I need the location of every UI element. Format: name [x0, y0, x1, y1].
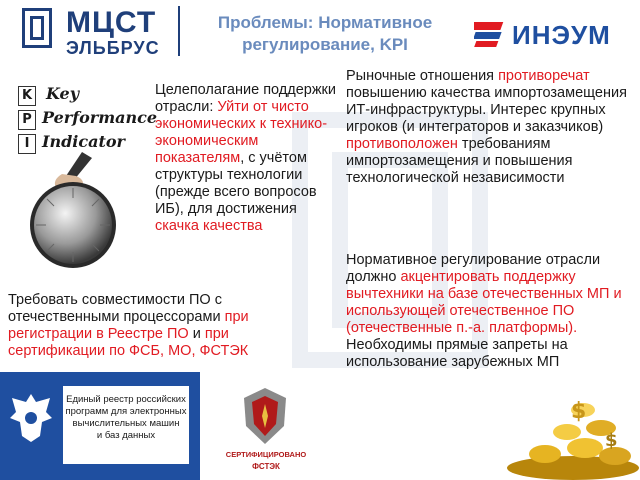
regulation-highlight-1: акцентировать поддержку вычтехники на базе отечественных МП и использующей отечественное ПО (отечественные п.-а. платформы).	[346, 269, 622, 336]
fstek-certified-label: СЕРТИФИЦИРОВАНО	[225, 450, 307, 459]
mcst-logo-subtitle: ЭЛЬБРУС	[66, 38, 160, 58]
mcst-logo-icon	[22, 8, 52, 48]
registry-line-4: и баз данных	[96, 430, 156, 441]
fstek-emblem-icon	[238, 386, 292, 448]
fstek-label: ФСТЭК	[252, 462, 280, 471]
gold-coins-icon	[505, 388, 640, 480]
kpi-letter-k: K	[18, 86, 36, 106]
goal-highlight-1: Уйти от чисто экономических к технико-экономическим показателям	[155, 99, 328, 166]
registry-line-1: Единый реестр российских	[66, 394, 186, 405]
registry-line-3: вычислительных машин	[72, 418, 180, 429]
header-divider	[178, 6, 180, 56]
ineum-logo-name: ИНЭУМ	[512, 20, 611, 50]
kpi-word-key: Key	[46, 84, 80, 103]
slide-title-line-2: регулирование, KPI	[242, 35, 408, 54]
market-text-2: повышению качества импортозамещения ИТ-инфраструктуры. Интерес крупных игроков (и интеграторов и заказчиков)	[346, 85, 627, 135]
registry-card	[62, 385, 190, 465]
eagle-emblem-icon	[6, 388, 56, 448]
regulation-block	[346, 252, 631, 371]
mcst-logo-name: МЦСТ	[66, 6, 157, 39]
kpi-letter-i: I	[18, 134, 36, 154]
market-highlight-1: противоречат	[498, 68, 590, 84]
goal-text-1: Целеполагание поддержки отрасли:	[155, 82, 336, 115]
compat-highlight-2: при сертификации по ФСБ, МО, ФСТЭК	[8, 326, 249, 359]
ineum-logo-icon	[474, 20, 508, 50]
registry-line-2: программ для электронных	[65, 406, 187, 417]
market-highlight-2: противоположен	[346, 136, 458, 152]
svg-text:$: $	[605, 430, 618, 451]
compat-text-2: и	[188, 326, 205, 342]
goal-text-2: , с учётом структуры технологии (прежде всего вопросов ИБ), для достижения	[155, 150, 317, 217]
compat-highlight-1: при регистрации в Реестре ПО	[8, 309, 249, 342]
regulation-text-1: Нормативное регулирование отрасли должно	[346, 252, 601, 285]
market-block	[346, 68, 631, 187]
slide-title	[190, 12, 460, 56]
market-text-3: требованиям импортозамещения и повышения технологической независимости	[346, 136, 573, 186]
svg-text:$: $	[571, 399, 587, 424]
slide-title-line-1: Проблемы: Нормативное	[217, 13, 433, 32]
kpi-letter-p: P	[18, 110, 36, 130]
compat-text-1: Требовать совместимости ПО с отечественными процессорами	[8, 292, 225, 325]
market-text-1: Рыночные отношения	[346, 68, 499, 84]
regulation-text-2: Необходимы прямые запреты на использование зарубежных МП	[346, 337, 568, 370]
compat-block	[8, 292, 288, 360]
kpi-word-performance: Performance	[42, 108, 158, 127]
kpi-word-indicator: Indicator	[42, 132, 125, 151]
goal-block	[155, 82, 340, 235]
goal-highlight-2: скачка качества	[155, 218, 263, 234]
knob-icon	[28, 180, 118, 270]
kpi-board-icon	[12, 80, 158, 190]
